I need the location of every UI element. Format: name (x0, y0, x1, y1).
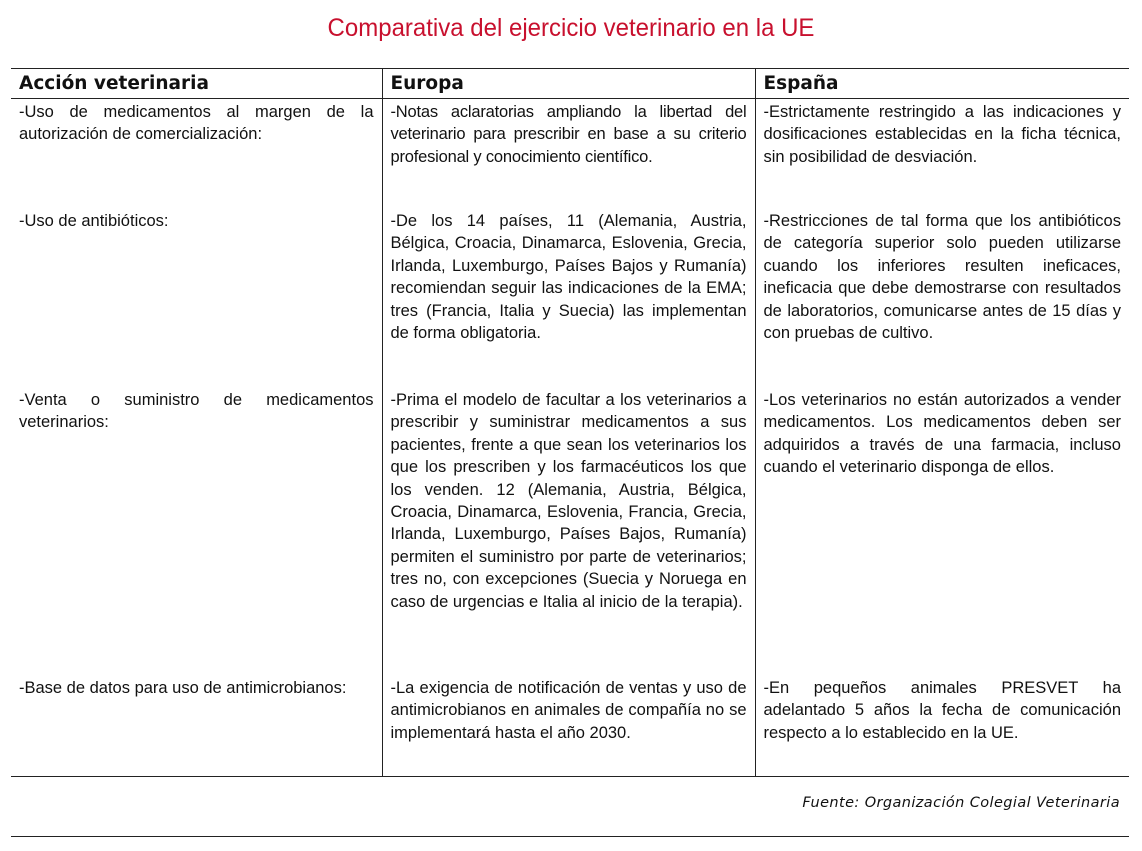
cell-accion: -Venta o suministro de medicamentos veterinarios: (19, 391, 374, 432)
column-header-accion: Acción veterinaria (11, 69, 382, 99)
table-row (11, 675, 1129, 777)
page-title: Comparativa del ejercicio veterinario en la UE (327, 14, 815, 42)
cell-europa: -De los 14 países, 11 (Alemania, Austria, Bélgica, Croacia, Dinamarca, Eslovenia, Grecia, Irlanda, Luxemburgo, Países Bajos y Rumanía) recomiendan seguir las indicaciones de la EMA; tres (Francia, Italia y Suecia) las implementan de forma obligatoria. (382, 208, 755, 387)
cell-accion: -Uso de antibióticos: (19, 212, 169, 230)
source-caption: Fuente: Organización Colegial Veterinaria (802, 795, 1120, 811)
column-header-espana: España (755, 69, 1129, 99)
cell-espana: -Los veterinarios no están autorizados a vender medicamentos. Los medicamentos deben ser adquiridos a través de una farmacia, incluso cuando el veterinario disponga de ellos. (755, 387, 1129, 675)
cell-europa: -La exigencia de notificación de ventas y uso de antimicrobianos en animales de compañía no se implementará hasta el año 2030. (382, 675, 755, 777)
cell-europa: -Prima el modelo de facultar a los veterinarios a prescribir y suministrar medicamentos a sus pacientes, frente a que sean los veterinarios los que los prescriben y los farmacéuticos los que los venden. 12 (Alemania, Austria, Bélgica, Croacia, Dinamarca, Eslovenia, Francia, Grecia, Irlanda, Luxemburgo, Países Bajos, Rumanía) permiten el suministro por parte de veterinarios; tres no, con excepciones (Suecia y Noruega en caso de urgencias e Italia al inicio de la terapia). (382, 387, 755, 675)
table-row (11, 208, 1129, 387)
table-header-row (11, 69, 1129, 99)
bottom-divider (11, 836, 1129, 837)
cell-espana: -Restricciones de tal forma que los antibióticos de categoría superior solo pueden utilizarse cuando los inferiores resulten ineficaces, ineficacia que debe demostrarse con resultados de laboratorios, comunicarse antes de 15 días y con pruebas de cultivo. (755, 208, 1129, 387)
table-row (11, 387, 1129, 675)
comparison-table (11, 68, 1129, 777)
table-row (11, 99, 1129, 209)
cell-espana: -En pequeños animales PRESVET ha adelantado 5 años la fecha de comunicación respecto a lo establecido en la UE. (755, 675, 1129, 777)
cell-accion: -Uso de medicamentos al margen de la autorización de comercialización: (19, 103, 374, 144)
cell-accion: -Base de datos para uso de antimicrobianos: (11, 675, 382, 777)
cell-europa: -Notas aclaratorias ampliando la libertad del veterinario para prescribir en base a su criterio profesional y conocimiento científico. (382, 99, 755, 209)
column-header-europa: Europa (382, 69, 755, 99)
cell-espana: -Estrictamente restringido a las indicaciones y dosificaciones establecidas en la ficha técnica, sin posibilidad de desviación. (755, 99, 1129, 209)
